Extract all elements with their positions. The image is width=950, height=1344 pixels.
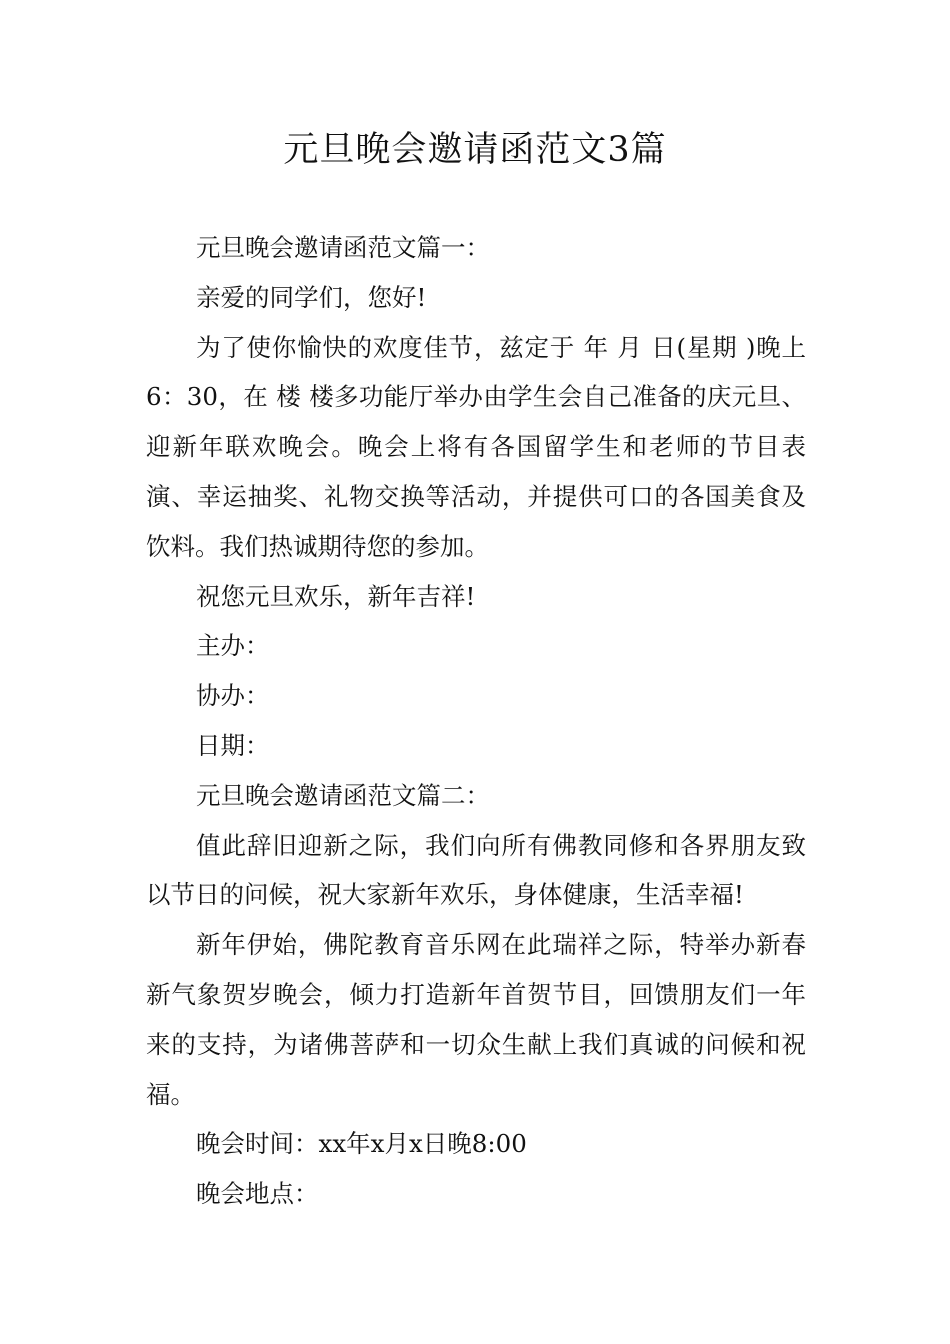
event-time-line: 晚会时间：xx年x月x日晚8:00 [196,1129,527,1159]
document-title: 元旦晚会邀请函范文3篇 [283,130,667,170]
holiday-greeting-paragraph: 值此辞旧迎新之际，我们向所有佛教同修和各界朋友致以节日的问候，祝大家新年欢乐，身体健康，生活幸福! [146,830,806,910]
date-label: 日期： [196,730,270,760]
section-two-heading: 元旦晚会邀请函范文篇二： [196,780,490,810]
section-one-heading: 元旦晚会邀请函范文篇一： [196,233,490,262]
event-intro-paragraph: 新年伊始，佛陀教育音乐网在此瑞祥之际，特举办新春新气象贺岁晚会，倾力打造新年首贺节目，回馈朋友们一年来的支持，为诸佛菩萨和一切众生献上我们真诚的问候和祝福。 [146,930,806,1109]
document-body [146,223,806,1219]
co-organizer-label: 协办： [196,681,270,711]
invitation-paragraph: 为了使你愉快的欢度佳节，兹定于 年 月 日(星期 )晚上6：30，在 楼 楼多功能厅举办由学生会自己准备的庆元旦、迎新年联欢晚会。晚会上将有各国留学生和老师的节目表演、幸运抽奖、礼物交换等活动，并提供可口的各国美食及饮料。我们热诚期待您的参加。 [146,332,807,561]
wishes-line: 祝您元旦欢乐，新年吉祥! [196,581,476,611]
organizer-label: 主办： [196,631,270,661]
greeting: 亲爱的同学们，您好! [196,282,427,312]
event-location-line: 晚会地点： [196,1179,319,1209]
